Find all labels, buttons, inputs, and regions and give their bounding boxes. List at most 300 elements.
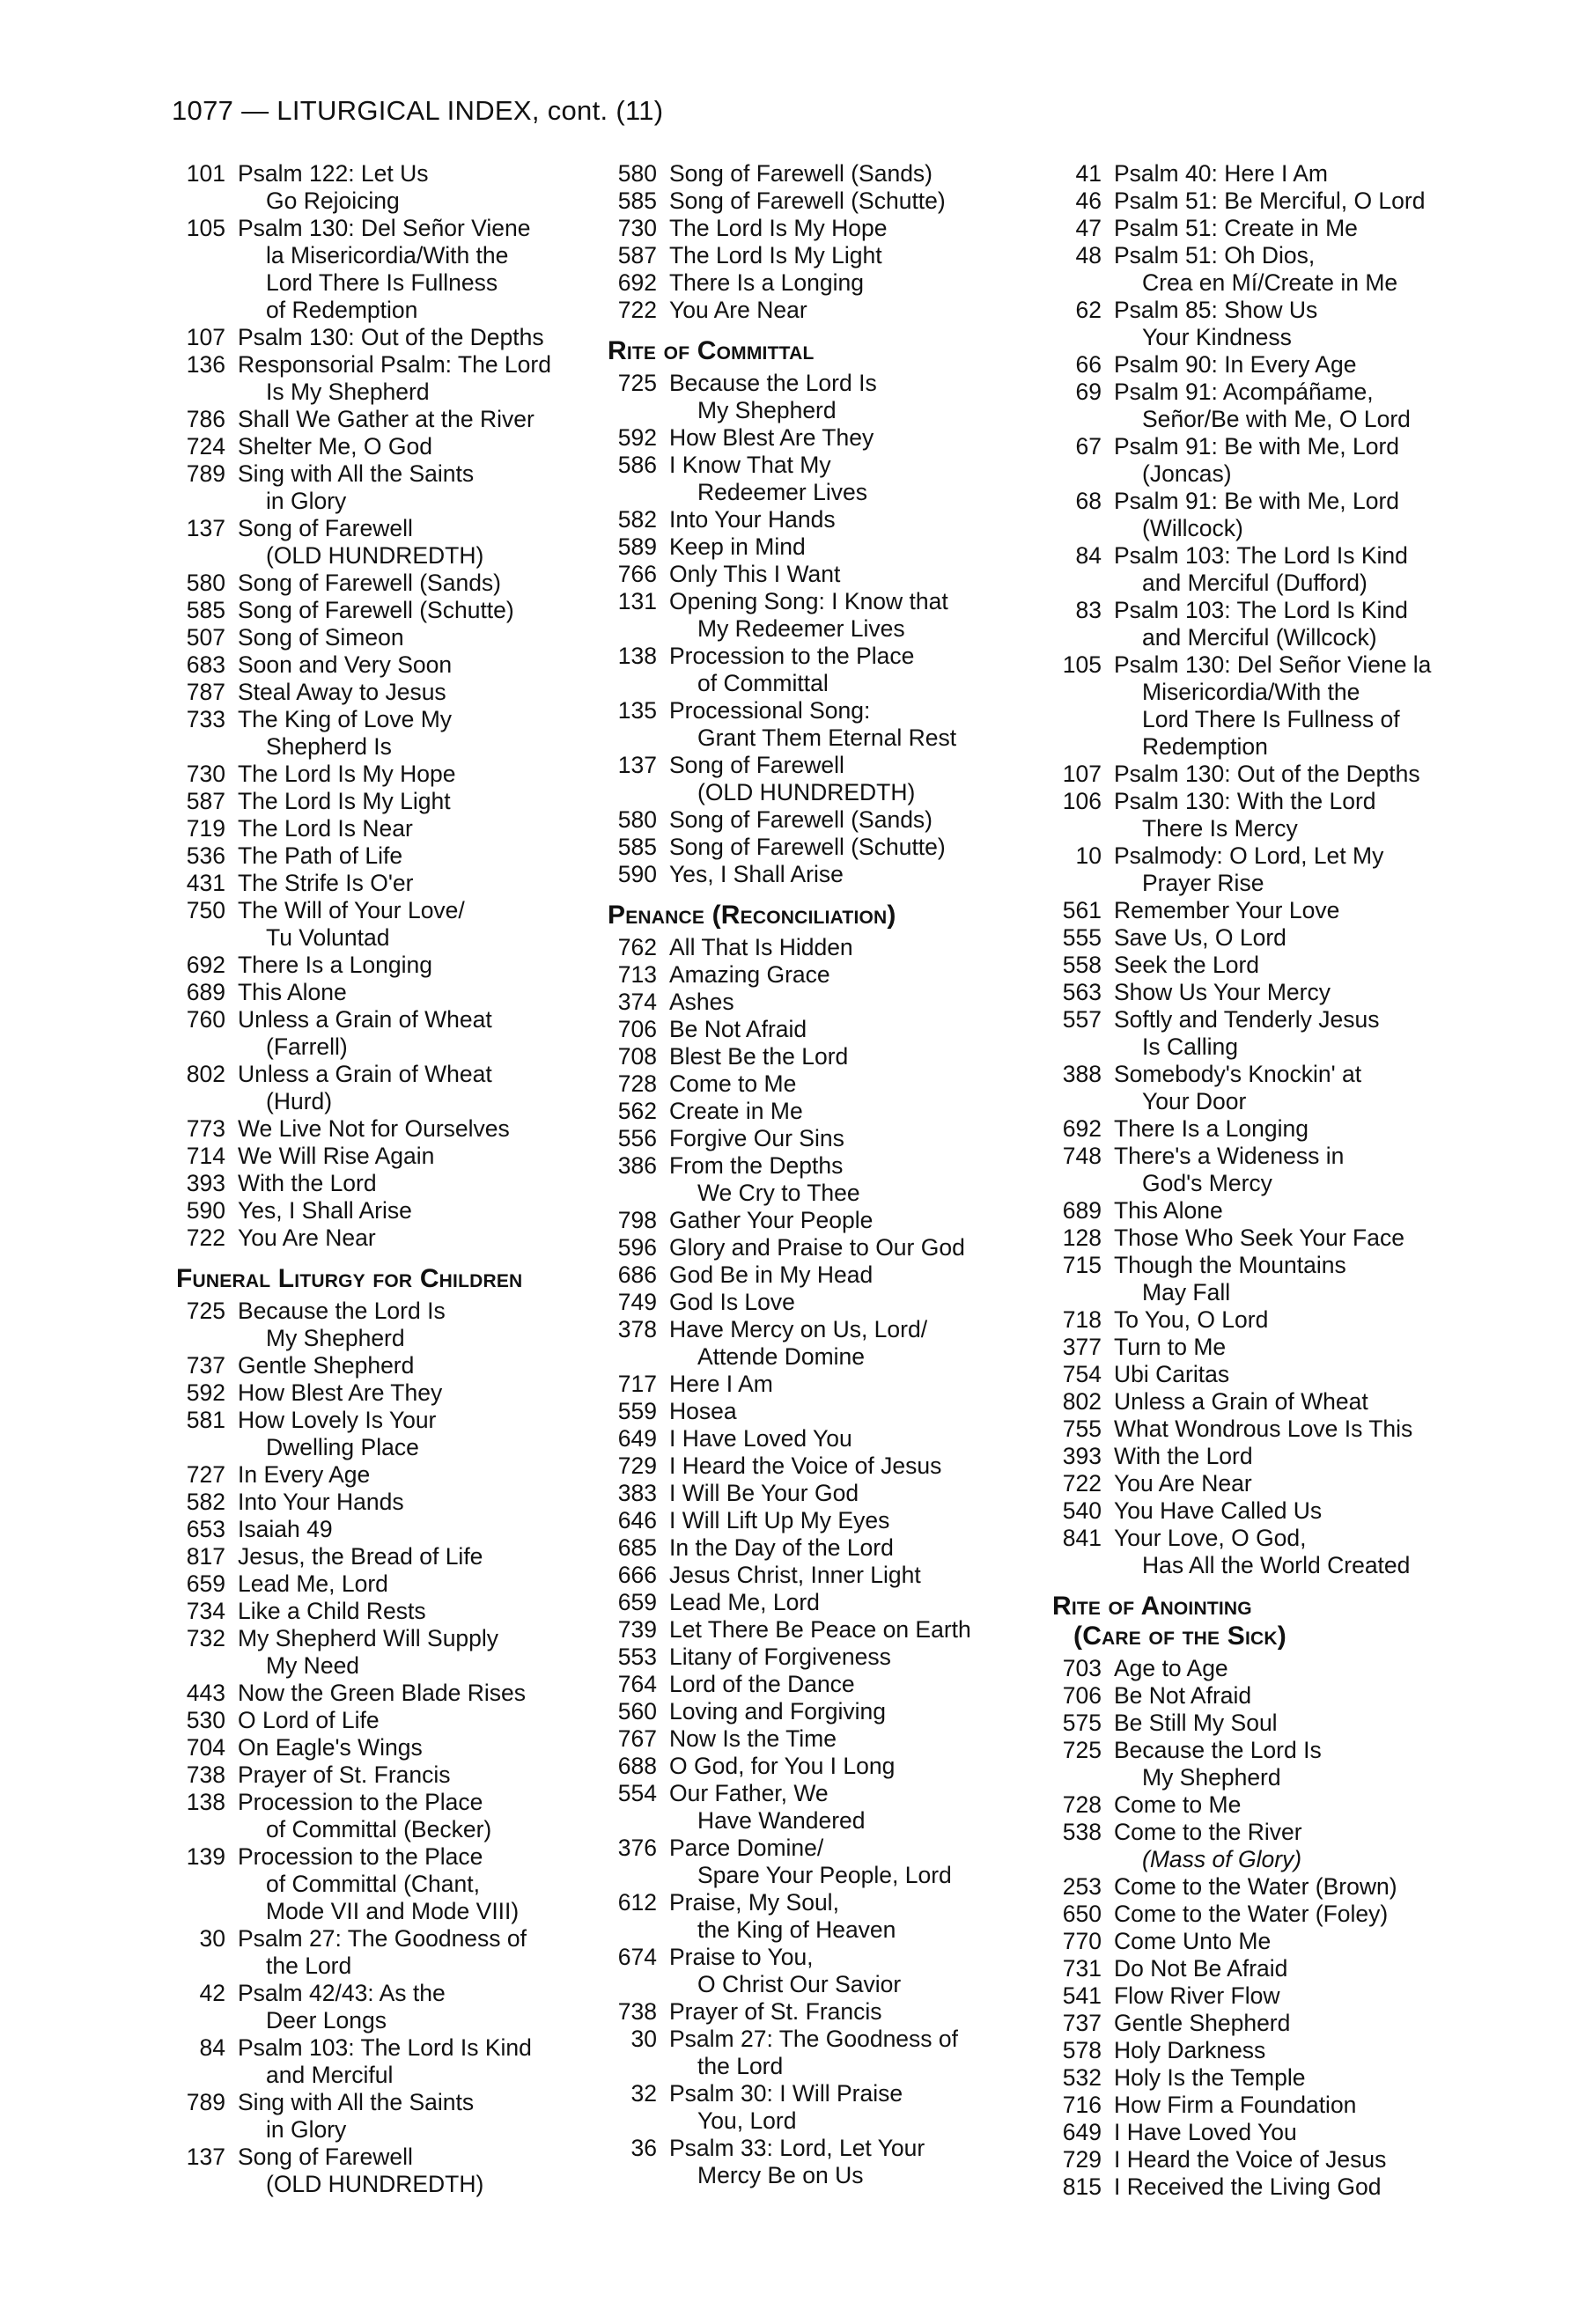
hymn-title-line: in Glory bbox=[266, 488, 347, 514]
hymn-title bbox=[1114, 1061, 1493, 1115]
hymn-title-line: Psalm 27: The Goodness of bbox=[669, 2026, 959, 2052]
hymn-title bbox=[1114, 1982, 1493, 2010]
index-entry bbox=[176, 1734, 634, 1761]
hymn-number: 69 bbox=[1075, 379, 1102, 405]
hymn-title bbox=[238, 1598, 634, 1625]
hymn-title-line: Prayer Rise bbox=[1142, 870, 1264, 896]
hymn-title bbox=[238, 1170, 634, 1197]
hymn-number: 536 bbox=[186, 842, 225, 869]
index-entry bbox=[176, 870, 634, 897]
hymn-number: 798 bbox=[617, 1207, 657, 1233]
hymn-title-line: Psalm 51: Create in Me bbox=[1114, 215, 1358, 241]
index-entry bbox=[176, 624, 634, 651]
hymn-title bbox=[238, 1197, 634, 1225]
index-entry bbox=[1052, 1197, 1493, 1225]
hymn-title-line: Dwelling Place bbox=[266, 1434, 419, 1460]
index-entry bbox=[608, 934, 1057, 961]
hymn-title-line: Mode VII and Mode VIII) bbox=[266, 1898, 520, 1924]
hymn-number: 762 bbox=[617, 934, 657, 960]
hymn-title bbox=[238, 1115, 634, 1143]
index-entry bbox=[1052, 1655, 1493, 1682]
hymn-number: 649 bbox=[1062, 2119, 1102, 2145]
hymn-number: 131 bbox=[617, 588, 657, 614]
hymn-title-line: Flow River Flow bbox=[1114, 1982, 1280, 2009]
hymn-title-line: Show Us Your Mercy bbox=[1114, 979, 1331, 1005]
hymn-title-line: Psalm 51: Be Merciful, O Lord bbox=[1114, 188, 1426, 214]
hymn-title bbox=[669, 1589, 1057, 1616]
hymn-title bbox=[669, 215, 1057, 242]
hymn-title bbox=[238, 1407, 634, 1461]
hymn-title bbox=[1114, 1334, 1493, 1361]
section-heading-line: Funeral Liturgy for Children bbox=[176, 1264, 523, 1293]
hymn-number: 612 bbox=[617, 1889, 657, 1916]
index-entry bbox=[1052, 1252, 1493, 1306]
index-entry bbox=[176, 952, 634, 979]
hymn-title-line: I Will Be Your God bbox=[669, 1480, 859, 1506]
hymn-number: 773 bbox=[186, 1115, 225, 1142]
hymn-title-line: and Merciful (Willcock) bbox=[1142, 624, 1377, 651]
index-entry bbox=[608, 1289, 1057, 1316]
hymn-number: 770 bbox=[1062, 1928, 1102, 1954]
hymn-title-line: Song of Farewell (Sands) bbox=[238, 570, 502, 596]
hymn-title-line: The Lord Is Near bbox=[238, 815, 413, 842]
index-entry bbox=[1052, 488, 1493, 542]
hymn-title bbox=[1114, 2119, 1493, 2146]
index-entry bbox=[176, 1197, 634, 1225]
hymn-title-line: Ashes bbox=[669, 989, 734, 1015]
hymn-title bbox=[1114, 897, 1493, 924]
hymn-title-line: God's Mercy bbox=[1142, 1170, 1272, 1196]
hymn-title-line: Grant Them Eternal Rest bbox=[697, 724, 957, 751]
hymn-number: 585 bbox=[617, 834, 657, 860]
hymn-title-line: Unless a Grain of Wheat bbox=[238, 1061, 492, 1087]
index-entry bbox=[1052, 1115, 1493, 1143]
hymn-title-line: Now the Green Blade Rises bbox=[238, 1680, 526, 1706]
hymn-title bbox=[238, 651, 634, 679]
hymn-title-line: There's a Wideness in bbox=[1114, 1143, 1345, 1169]
hymn-number: 674 bbox=[617, 1944, 657, 1970]
index-entry bbox=[608, 1644, 1057, 1671]
hymn-title bbox=[1114, 1791, 1493, 1819]
hymn-title-line: Psalm 51: Oh Dios, bbox=[1114, 242, 1316, 268]
hymn-number: 585 bbox=[617, 188, 657, 214]
hymn-number: 713 bbox=[617, 961, 657, 988]
hymn-number: 431 bbox=[186, 870, 225, 896]
index-entry bbox=[176, 1006, 634, 1061]
hymn-number: 728 bbox=[1062, 1791, 1102, 1818]
hymn-title bbox=[669, 1289, 1057, 1316]
hymn-number: 540 bbox=[1062, 1497, 1102, 1524]
hymn-title bbox=[238, 897, 634, 952]
hymn-title bbox=[669, 160, 1057, 188]
index-entry bbox=[176, 1761, 634, 1789]
hymn-title-line: The Will of Your Love/ bbox=[238, 897, 465, 923]
hymn-number: 786 bbox=[186, 406, 225, 432]
index-entry bbox=[608, 2026, 1057, 2080]
hymn-number: 714 bbox=[186, 1143, 225, 1169]
hymn-number: 582 bbox=[186, 1489, 225, 1515]
index-entry bbox=[176, 351, 634, 406]
hymn-number: 729 bbox=[1062, 2146, 1102, 2173]
hymn-title-line: You Are Near bbox=[669, 297, 807, 323]
hymn-title-line: Now Is the Time bbox=[669, 1725, 837, 1752]
hymn-number: 589 bbox=[617, 533, 657, 560]
hymn-number: 733 bbox=[186, 706, 225, 732]
index-entry bbox=[608, 1207, 1057, 1234]
hymn-title-line: God Is Love bbox=[669, 1289, 795, 1315]
hymn-title bbox=[238, 706, 634, 761]
hymn-title-line: Come to the Water (Foley) bbox=[1114, 1901, 1389, 1927]
index-entry bbox=[608, 242, 1057, 269]
hymn-number: 704 bbox=[186, 1734, 225, 1761]
hymn-title-line: God Be in My Head bbox=[669, 1261, 874, 1288]
index-entry bbox=[608, 1398, 1057, 1425]
hymn-number: 686 bbox=[617, 1261, 657, 1288]
hymn-title-line: In the Day of the Lord bbox=[669, 1534, 894, 1561]
hymn-title-line: Psalm 27: The Goodness of bbox=[238, 1925, 527, 1952]
index-entry bbox=[1052, 1497, 1493, 1525]
index-entry bbox=[1052, 1416, 1493, 1443]
index-entry bbox=[176, 1707, 634, 1734]
hymn-number: 105 bbox=[1062, 651, 1102, 678]
index-entry bbox=[176, 679, 634, 706]
hymn-title-line: This Alone bbox=[1114, 1197, 1223, 1224]
hymn-title-line: Jesus, the Bread of Life bbox=[238, 1543, 483, 1570]
index-entry bbox=[1052, 788, 1493, 842]
hymn-title-line: (Mass of Glory) bbox=[1142, 1846, 1302, 1872]
hymn-number: 67 bbox=[1075, 433, 1102, 460]
hymn-number: 685 bbox=[617, 1534, 657, 1561]
hymn-title bbox=[1114, 215, 1493, 242]
index-entry bbox=[608, 1780, 1057, 1835]
hymn-title bbox=[669, 1644, 1057, 1671]
index-entry bbox=[1052, 952, 1493, 979]
hymn-title bbox=[238, 1543, 634, 1570]
hymn-title-line: Psalm 40: Here I Am bbox=[1114, 160, 1329, 187]
hymn-number: 738 bbox=[617, 1998, 657, 2025]
hymn-title bbox=[1114, 952, 1493, 979]
hymn-title-line: Psalm 130: Out of the Depths bbox=[238, 324, 544, 350]
hymn-title-line: The Lord Is My Light bbox=[669, 242, 882, 268]
hymn-title bbox=[1114, 2173, 1493, 2201]
hymn-title-line: Spare Your People, Lord bbox=[697, 1862, 952, 1888]
hymn-title-line: Jesus Christ, Inner Light bbox=[669, 1562, 921, 1588]
hymn-title-line: Seek the Lord bbox=[1114, 952, 1260, 978]
index-entry bbox=[1052, 1710, 1493, 1737]
index-entry bbox=[608, 1125, 1057, 1152]
index-entry bbox=[608, 424, 1057, 452]
hymn-title bbox=[238, 815, 634, 842]
hymn-title bbox=[238, 1980, 634, 2034]
index-entry bbox=[176, 1598, 634, 1625]
hymn-title bbox=[669, 588, 1057, 643]
hymn-title bbox=[669, 1398, 1057, 1425]
index-entry bbox=[608, 533, 1057, 561]
hymn-number: 538 bbox=[1062, 1819, 1102, 1845]
hymn-title bbox=[1114, 1928, 1493, 1955]
index-entry bbox=[1052, 542, 1493, 597]
index-entry bbox=[1052, 1470, 1493, 1497]
hymn-title bbox=[1114, 1819, 1493, 1873]
hymn-number: 717 bbox=[617, 1371, 657, 1397]
hymn-title-line: Come Unto Me bbox=[1114, 1928, 1272, 1954]
index-entry bbox=[608, 588, 1057, 643]
index-entry bbox=[1052, 1388, 1493, 1416]
index-entry bbox=[1052, 761, 1493, 788]
index-entry bbox=[1052, 842, 1493, 897]
index-entry bbox=[176, 597, 634, 624]
hymn-title-line: Lead Me, Lord bbox=[669, 1589, 820, 1615]
hymn-title bbox=[669, 806, 1057, 834]
hymn-title bbox=[669, 1070, 1057, 1098]
hymn-number: 692 bbox=[186, 952, 225, 978]
hymn-title bbox=[238, 1707, 634, 1734]
hymn-title-line: Redemption bbox=[1142, 733, 1268, 760]
hymn-number: 725 bbox=[186, 1298, 225, 1324]
hymn-title-line: How Lovely Is Your bbox=[238, 1407, 437, 1433]
hymn-title bbox=[238, 1489, 634, 1516]
hymn-title-line: I Heard the Voice of Jesus bbox=[1114, 2146, 1387, 2173]
index-entry bbox=[176, 1489, 634, 1516]
hymn-title bbox=[238, 1516, 634, 1543]
hymn-number: 739 bbox=[617, 1616, 657, 1643]
index-entry bbox=[1052, 924, 1493, 952]
index-entry bbox=[176, 1843, 634, 1925]
hymn-title bbox=[669, 269, 1057, 297]
index-entry bbox=[1052, 215, 1493, 242]
hymn-title bbox=[1114, 1901, 1493, 1928]
hymn-title-line: Our Father, We bbox=[669, 1780, 829, 1806]
hymn-title-line: Have Wandered bbox=[697, 1807, 866, 1834]
hymn-title-line: Because the Lord Is bbox=[1114, 1737, 1322, 1763]
hymn-title-line: My Shepherd bbox=[266, 1325, 405, 1351]
hymn-number: 737 bbox=[186, 1352, 225, 1379]
hymn-title bbox=[1114, 433, 1493, 488]
hymn-title-line: Song of Farewell (Schutte) bbox=[669, 834, 946, 860]
hymn-number: 393 bbox=[186, 1170, 225, 1196]
hymn-number: 729 bbox=[617, 1452, 657, 1479]
hymn-title-line: Be Still My Soul bbox=[1114, 1710, 1278, 1736]
hymn-title bbox=[1114, 2037, 1493, 2064]
index-entry bbox=[176, 2144, 634, 2198]
hymn-title bbox=[238, 1225, 634, 1252]
hymn-number: 706 bbox=[1062, 1682, 1102, 1709]
hymn-title-line: Psalm 103: The Lord Is Kind bbox=[238, 2034, 532, 2061]
hymn-title bbox=[1114, 979, 1493, 1006]
hymn-title bbox=[1114, 1143, 1493, 1197]
index-entry bbox=[608, 1316, 1057, 1371]
hymn-number: 30 bbox=[199, 1925, 225, 1952]
hymn-title-line: Yes, I Shall Arise bbox=[669, 861, 844, 887]
hymn-title-line: Because the Lord Is bbox=[238, 1298, 446, 1324]
hymn-title bbox=[669, 1371, 1057, 1398]
hymn-title-line: Mercy Be on Us bbox=[697, 2162, 864, 2188]
hymn-number: 734 bbox=[186, 1598, 225, 1624]
hymn-title bbox=[669, 643, 1057, 697]
index-entry bbox=[176, 1352, 634, 1379]
hymn-title-line: Be Not Afraid bbox=[669, 1016, 807, 1042]
hymn-number: 580 bbox=[186, 570, 225, 596]
index-entry bbox=[608, 1425, 1057, 1452]
hymn-title-line: Shepherd Is bbox=[266, 733, 392, 760]
index-entry bbox=[176, 2034, 634, 2089]
hymn-title-line: Psalm 103: The Lord Is Kind bbox=[1114, 597, 1408, 623]
index-entry bbox=[1052, 1901, 1493, 1928]
hymn-title-line: There Is Mercy bbox=[1142, 815, 1298, 842]
hymn-title-line: Procession to the Place bbox=[669, 643, 915, 669]
index-entry bbox=[1052, 1225, 1493, 1252]
index-entry bbox=[608, 2135, 1057, 2189]
hymn-title-line: Song of Simeon bbox=[238, 624, 404, 651]
hymn-number: 84 bbox=[199, 2034, 225, 2061]
index-entry bbox=[608, 2080, 1057, 2135]
hymn-title bbox=[238, 160, 634, 215]
index-entry bbox=[176, 651, 634, 679]
hymn-number: 730 bbox=[617, 215, 657, 241]
hymn-title bbox=[1114, 2010, 1493, 2037]
hymn-title-line: Psalmody: O Lord, Let My bbox=[1114, 842, 1384, 869]
hymn-title bbox=[1114, 651, 1493, 761]
hymn-title-line: I Have Loved You bbox=[669, 1425, 852, 1452]
hymn-title bbox=[238, 2034, 634, 2089]
hymn-title-line: Deer Longs bbox=[266, 2007, 387, 2034]
index-entry bbox=[176, 1407, 634, 1461]
hymn-title-line: The Lord Is My Light bbox=[238, 788, 451, 814]
hymn-title bbox=[1114, 1115, 1493, 1143]
index-entry bbox=[1052, 1334, 1493, 1361]
index-entry bbox=[176, 2089, 634, 2144]
hymn-title bbox=[1114, 1873, 1493, 1901]
hymn-number: 374 bbox=[617, 989, 657, 1015]
hymn-title-line: Like a Child Rests bbox=[238, 1598, 426, 1624]
hymn-title-line: Create in Me bbox=[669, 1098, 803, 1124]
hymn-title-line: My Shepherd Will Supply bbox=[238, 1625, 499, 1651]
hymn-title-line: How Blest Are They bbox=[669, 424, 874, 451]
hymn-title-line: O Christ Our Savior bbox=[697, 1971, 902, 1997]
index-entry bbox=[176, 515, 634, 570]
hymn-title-line: Sing with All the Saints bbox=[238, 2089, 475, 2115]
hymn-number: 541 bbox=[1062, 1982, 1102, 2009]
hymn-title-line: Psalm 130: Out of the Depths bbox=[1114, 761, 1420, 787]
index-entry bbox=[608, 1589, 1057, 1616]
hymn-title-line: Into Your Hands bbox=[669, 506, 836, 533]
hymn-title-line: and Merciful (Dufford) bbox=[1142, 570, 1368, 596]
index-entry bbox=[1052, 1955, 1493, 1982]
hymn-title bbox=[1114, 2064, 1493, 2092]
hymn-number: 557 bbox=[1062, 1006, 1102, 1033]
hymn-title-line: Forgive Our Sins bbox=[669, 1125, 844, 1151]
index-entry bbox=[176, 1625, 634, 1680]
hymn-title-line: the Lord bbox=[266, 1953, 352, 1979]
hymn-title-line: We Will Rise Again bbox=[238, 1143, 435, 1169]
hymn-number: 559 bbox=[617, 1398, 657, 1424]
hymn-title-line: (OLD HUNDREDTH) bbox=[266, 542, 484, 569]
hymn-title bbox=[238, 870, 634, 897]
index-entry bbox=[608, 1671, 1057, 1698]
hymn-title-line: Prayer of St. Francis bbox=[238, 1761, 451, 1788]
hymn-number: 789 bbox=[186, 2089, 225, 2115]
hymn-number: 659 bbox=[617, 1589, 657, 1615]
index-column-2 bbox=[608, 160, 1057, 2189]
hymn-title-line: Have Mercy on Us, Lord/ bbox=[669, 1316, 928, 1342]
hymn-number: 692 bbox=[617, 269, 657, 296]
index-entry bbox=[176, 1925, 634, 1980]
hymn-title bbox=[669, 1944, 1057, 1998]
hymn-title-line: The Path of Life bbox=[238, 842, 403, 869]
hymn-title-line: Redeemer Lives bbox=[697, 479, 867, 505]
hymn-number: 555 bbox=[1062, 924, 1102, 951]
hymn-number: 47 bbox=[1075, 215, 1102, 241]
index-entry bbox=[176, 1115, 634, 1143]
hymn-number: 732 bbox=[186, 1625, 225, 1651]
hymn-title bbox=[1114, 1470, 1493, 1497]
hymn-number: 802 bbox=[1062, 1388, 1102, 1415]
index-entry bbox=[1052, 1061, 1493, 1115]
hymn-number: 580 bbox=[617, 806, 657, 833]
hymn-number: 730 bbox=[186, 761, 225, 787]
hymn-number: 722 bbox=[186, 1225, 225, 1251]
index-entry bbox=[608, 1070, 1057, 1098]
hymn-title-line: Shall We Gather at the River bbox=[238, 406, 534, 432]
hymn-title-line: Gentle Shepherd bbox=[238, 1352, 415, 1379]
index-entry bbox=[608, 1753, 1057, 1780]
hymn-number: 841 bbox=[1062, 1525, 1102, 1551]
hymn-number: 789 bbox=[186, 460, 225, 487]
index-entry bbox=[176, 1980, 634, 2034]
hymn-title bbox=[669, 1016, 1057, 1043]
hymn-title-line: Save Us, O Lord bbox=[1114, 924, 1286, 951]
index-entry bbox=[1052, 433, 1493, 488]
hymn-title bbox=[238, 1006, 634, 1061]
hymn-number: 137 bbox=[617, 752, 657, 778]
hymn-title bbox=[669, 452, 1057, 506]
hymn-number: 135 bbox=[617, 697, 657, 724]
hymn-number: 532 bbox=[1062, 2064, 1102, 2091]
hymn-number: 582 bbox=[617, 506, 657, 533]
index-entry bbox=[608, 697, 1057, 752]
hymn-number: 84 bbox=[1075, 542, 1102, 569]
hymn-number: 646 bbox=[617, 1507, 657, 1533]
hymn-title-line: (Hurd) bbox=[266, 1088, 333, 1114]
hymn-title-line: the King of Heaven bbox=[697, 1916, 896, 1943]
hymn-number: 692 bbox=[1062, 1115, 1102, 1142]
hymn-number: 748 bbox=[1062, 1143, 1102, 1169]
hymn-title-line: Come to Me bbox=[669, 1070, 797, 1097]
hymn-title-line: Psalm 42/43: As the bbox=[238, 1980, 446, 2006]
hymn-title bbox=[669, 1425, 1057, 1452]
hymn-number: 68 bbox=[1075, 488, 1102, 514]
hymn-title-line: Hosea bbox=[669, 1398, 737, 1424]
index-entry bbox=[608, 643, 1057, 697]
hymn-title bbox=[669, 834, 1057, 861]
hymn-number: 760 bbox=[186, 1006, 225, 1033]
hymn-title-line: Procession to the Place bbox=[238, 1843, 483, 1870]
section-heading-line: Rite of Anointing bbox=[1052, 1592, 1252, 1621]
hymn-title-line: Psalm 91: Acompáñame, bbox=[1114, 379, 1374, 405]
index-entry bbox=[608, 961, 1057, 989]
hymn-title bbox=[238, 952, 634, 979]
hymn-number: 764 bbox=[617, 1671, 657, 1697]
index-entry bbox=[608, 1725, 1057, 1753]
hymn-title-line: Somebody's Knockin' at bbox=[1114, 1061, 1362, 1087]
index-entry bbox=[608, 1452, 1057, 1480]
hymn-title-line: Be Not Afraid bbox=[1114, 1682, 1252, 1709]
hymn-number: 649 bbox=[617, 1425, 657, 1452]
hymn-title bbox=[669, 1616, 1057, 1644]
hymn-title-line: in Glory bbox=[266, 2116, 347, 2143]
hymn-title-line: My Redeemer Lives bbox=[697, 615, 905, 642]
hymn-title-line: Song of Farewell bbox=[669, 752, 844, 778]
